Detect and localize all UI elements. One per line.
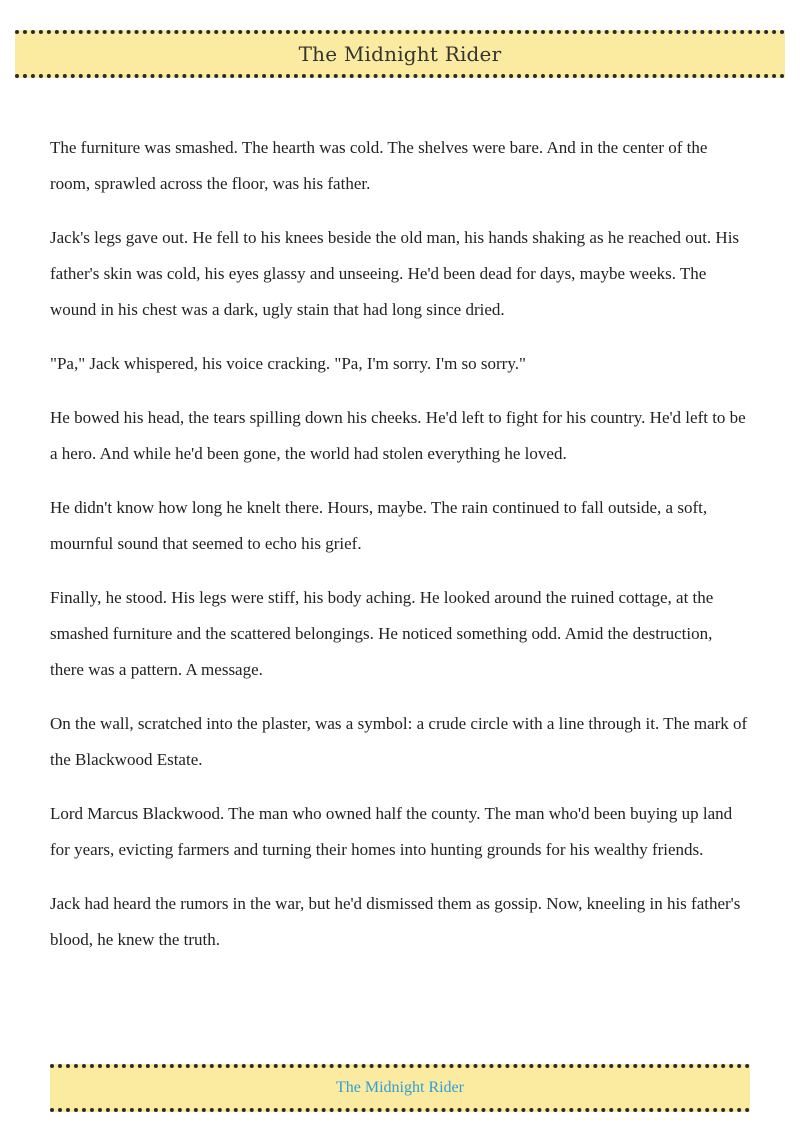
story-paragraph: Jack's legs gave out. He fell to his knees beside the old man, his hands shaking as he reached out. His father's skin was cold, his eyes glassy and unseeing. He'd been dead for days, maybe weeks. The wound in his chest was a dark, ugly stain that had long since dried. <box>50 228 740 319</box>
story-paragraph: Finally, he stood. His legs were stiff, his body aching. He looked around the ruined cottage, at the smashed furniture and the scattered belongings. He noticed something odd. Amid the destruction, there was a pattern. A message. <box>50 588 714 679</box>
story-body <box>50 130 750 976</box>
page-title: The Midnight Rider <box>298 42 502 66</box>
story-paragraph: He bowed his head, the tears spilling down his cheeks. He'd left to fight for his country. He'd left to be a hero. And while he'd been gone, the world had stolen everything he loved. <box>50 408 746 463</box>
story-paragraph: On the wall, scratched into the plaster, was a symbol: a crude circle with a line through it. The mark of the Blackwood Estate. <box>50 714 748 769</box>
story-paragraph: "Pa," Jack whispered, his voice cracking. "Pa, I'm sorry. I'm so sorry." <box>50 354 526 373</box>
story-paragraph: Lord Marcus Blackwood. The man who owned half the county. The man who'd been buying up land for years, evicting farmers and turning their homes into hunting grounds for his wealthy friends. <box>50 804 733 859</box>
header-banner <box>15 30 785 78</box>
story-paragraph: The furniture was smashed. The hearth was cold. The shelves were bare. And in the center of the room, sprawled across the floor, was his father. <box>50 138 708 193</box>
footer-banner <box>50 1064 750 1112</box>
footer-title-link[interactable]: The Midnight Rider <box>336 1079 464 1096</box>
story-paragraph: Jack had heard the rumors in the war, but he'd dismissed them as gossip. Now, kneeling in his father's blood, he knew the truth. <box>50 894 741 949</box>
story-paragraph: He didn't know how long he knelt there. Hours, maybe. The rain continued to fall outside, a soft, mournful sound that seemed to echo his grief. <box>50 498 708 553</box>
